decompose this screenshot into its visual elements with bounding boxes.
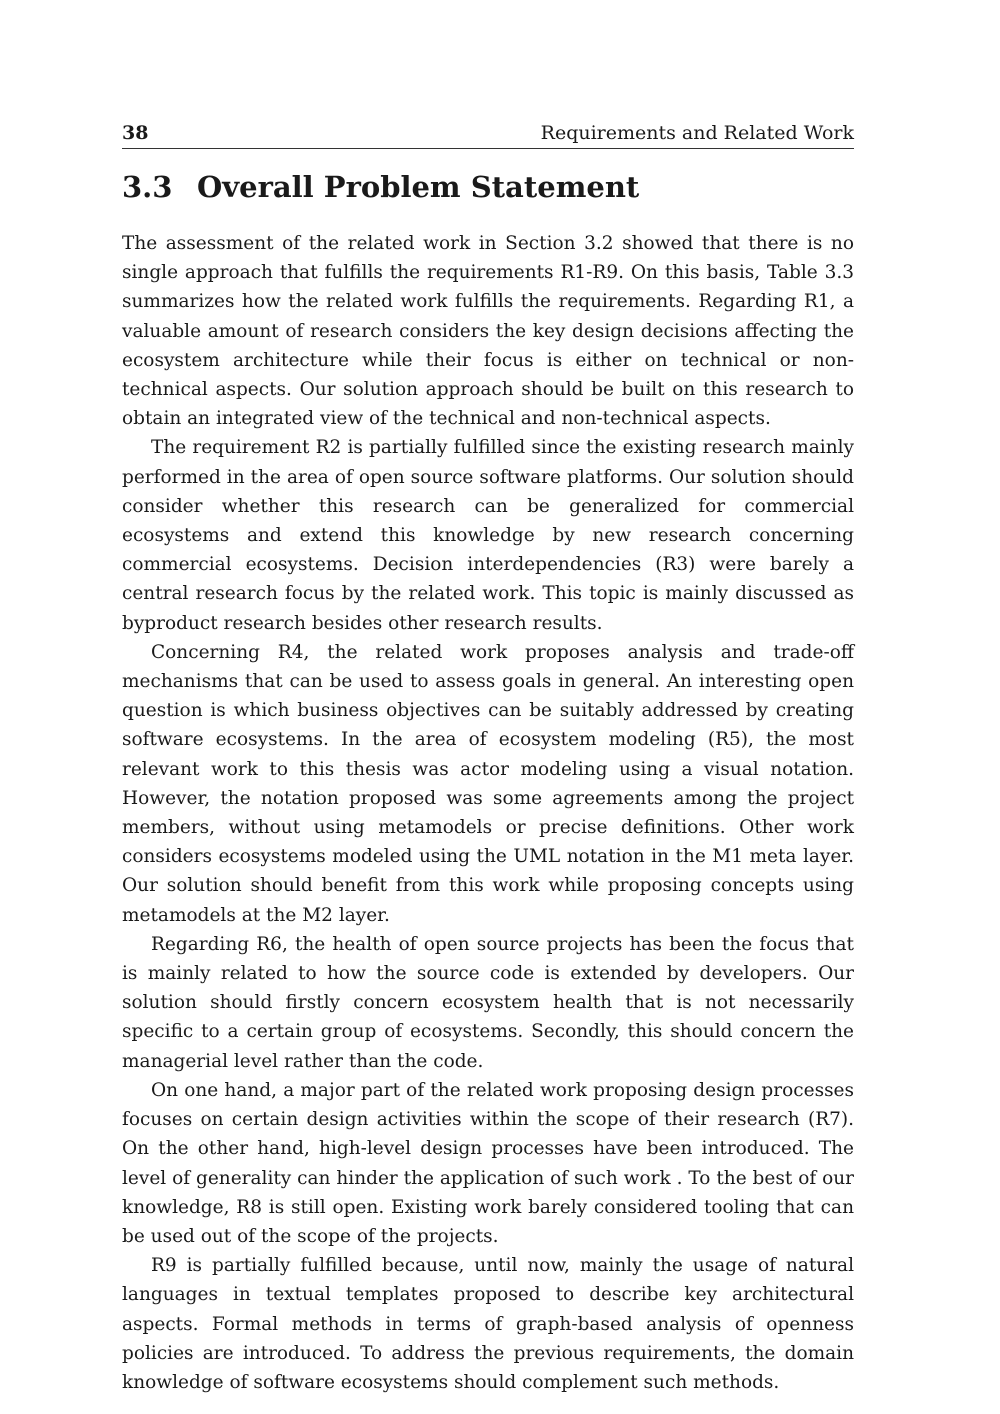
paragraph: Regarding R6, the health of open source projects has been the focus that is mainly related to how the source code is extended by developers. Our solution should firstly concern ecosystem health that is not necessarily specific to a certain group of ecosystems. Secondly, this should concern the managerial level rather than the code. <box>122 933 854 1072</box>
section-heading <box>122 170 854 204</box>
paragraph: On one hand, a major part of the related work proposing design processes focuses on certain design activities within the scope of their research (R7). On the other hand, high-level design processes have been introduced. The level of generality can hinder the application of such work . To the best of our knowledge, R8 is still open. Existing work barely considered tooling that can be used out of the scope of the projects. <box>122 1079 854 1247</box>
paragraph: The assessment of the related work in Section 3.2 showed that there is no single approach that fulfills the requirements R1-R9. On this basis, Table 3.3 summarizes how the related work fulfills the requirements. Regarding R1, a valuable amount of research considers the key design decisions affecting the ecosystem architecture while their focus is either on technical or non-technical aspects. Our solution approach should be built on this research to obtain an integrated view of the technical and non-technical aspects. <box>122 233 854 430</box>
paragraph: The requirement R2 is partially fulfilled since the existing research mainly performed in the area of open source software platforms. Our solution should consider whether this research can be generalized for commercial ecosystems and extend this knowledge by new research concerning commercial ecosystems. Decision interdependencies (R3) were barely a central research focus by the related work. This topic is mainly discussed as byproduct research besides other research results. <box>122 437 854 634</box>
page-header <box>122 120 854 149</box>
section-title: Overall Problem Statement <box>197 170 640 204</box>
page-number: 38 <box>122 122 149 144</box>
body-text <box>122 229 854 1397</box>
section-number: 3.3 <box>122 170 173 204</box>
running-title: Requirements and Related Work <box>540 122 854 144</box>
paragraph: Concerning R4, the related work proposes analysis and trade-off mechanisms that can be used to assess goals in general. An interesting open question is which business objectives can be suitably addressed by creating software ecosystems. In the area of ecosystem modeling (R5), the most relevant work to this thesis was actor modeling using a visual notation. However, the notation proposed was some agreements among the project members, without using metamodels or precise definitions. Other work considers ecosystems modeled using the UML notation in the M1 meta layer. Our solution should benefit from this work while proposing concepts using metamodels at the M2 layer. <box>122 641 854 926</box>
paragraph: R9 is partially fulfilled because, until now, mainly the usage of natural languages in textual templates proposed to describe key architectural aspects. Formal methods in terms of graph-based analysis of openness policies are introduced. To address the previous requirements, the domain knowledge of software ecosystems should complement such methods. <box>122 1255 854 1393</box>
